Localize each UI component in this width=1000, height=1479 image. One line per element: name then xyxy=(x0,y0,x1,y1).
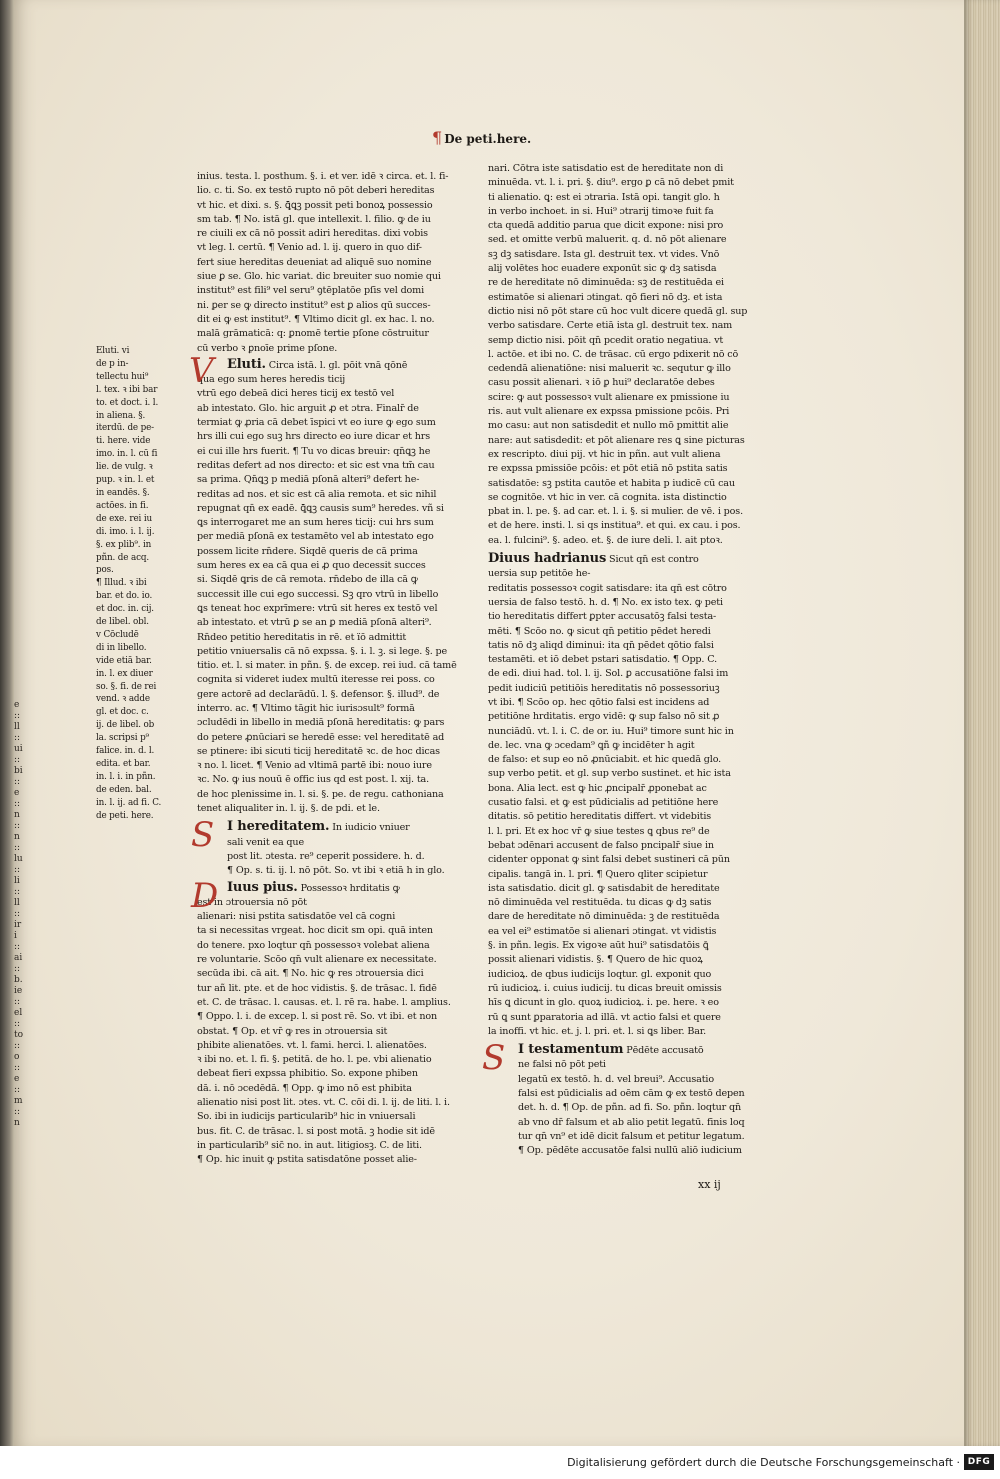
text-line: ab intestato. et vtrū ꝑ se an ꝑ mediā pſonā alteri⁹. xyxy=(197,617,432,629)
text-line: cū verbo ꝛ ꝑnoīe prime pſone. xyxy=(197,342,338,354)
text-line: cognita si videret iudex multū iteresse rei poss. co xyxy=(197,674,435,686)
pilcrow-icon: ¶ xyxy=(432,128,443,147)
text-line: dictio nisi nō pōt stare cū hoc vult dicere quedā gl. sup xyxy=(488,305,748,317)
lemma-rest: Possessoꝛ hrditatis ꝙ xyxy=(300,882,400,894)
margin-note-line: imo. in. l. cū fi xyxy=(96,449,158,460)
margin-note-line: in. l. i. in pñn. xyxy=(96,771,156,782)
margin-note-line: vend. ꝛ adde xyxy=(96,694,150,705)
text-line: et de here. insti. l. si qs institua⁹. et qui. ex cau. i pos. xyxy=(488,520,741,532)
margin-note-line: l. tex. ꝛ ibi bar xyxy=(96,384,158,395)
text-line: Rn̄deo petitio hereditatis in rē. et ïō admittit xyxy=(197,631,407,643)
margin-note-line: bar. et do. io. xyxy=(96,591,153,602)
left-paragraph-3 xyxy=(197,836,477,879)
facing-page-fragment: e :: ll :: ui :: bi :: e :: n :: n :: lu :: li :: ll :: iri :: ai :: b.ie :: el :: to :: o :: e :: m :: n xyxy=(14,700,24,1128)
text-line: sm tab. ¶ No. istā gl. que intellexit. l. filio. ꝙ de iu xyxy=(197,213,431,225)
text-line: ¶ Op. pēdēte accusatōe falsi nullū aliō iudicium xyxy=(518,1145,742,1157)
dfg-logo: DFG xyxy=(964,1454,994,1470)
text-line: la inoffi. vt hic. et. j. l. pri. et. l. si ꝗs liber. Bar. xyxy=(488,1025,707,1037)
text-line: nunciādū. vt. l. i. C. de or. iu. Hui⁹ timore sunt hic in xyxy=(488,725,734,737)
margin-note-line: tellectu hui⁹ xyxy=(96,371,149,382)
text-line: tur qn̄ vn⁹ et idē dicit falsum et petitur legatum. xyxy=(518,1130,745,1142)
text-line: pedit iudiciū petitiōis hereditatis nō possessoriuꝫ xyxy=(488,682,720,694)
margin-note-line: in. l. ij. ad fi. C. xyxy=(96,797,162,808)
text-line: dare de hereditate nō diminuēda: ꝫ de restituēda xyxy=(488,911,720,923)
text-line: uersia sup petitōe he- xyxy=(488,568,591,580)
text-line: So. ibi in iudicijs particularib⁹ hic in vniuersali xyxy=(197,1111,416,1123)
margin-note-line: de libel. obl. xyxy=(96,617,149,628)
text-line: alij volētes hoc euadere exponūt sic ꝙ dꝫ satisda xyxy=(488,263,717,275)
margin-note-line: la. scripsi p⁹ xyxy=(96,733,149,744)
lemma-word: Iuus pius. xyxy=(227,879,298,895)
text-line: reditas ad nos. et sic est cā alia remota. et sic nihil xyxy=(197,488,437,500)
text-line: nō diminuēda vel restituēda. tu dicas ꝙ dꝫ satis xyxy=(488,897,712,909)
text-line: testamēti. et iō debet pstari satisdatio. ¶ Opp. C. xyxy=(488,654,717,666)
text-line: falsi est pūdicialis ad oēm cām ꝙ ex testō depen xyxy=(518,1088,745,1099)
text-line: ꝛc. No. ꝙ ius nouū ē offic ius qd est post. l. xij. ta. xyxy=(197,774,430,786)
right-paragraph-1 xyxy=(488,162,758,548)
lemma-rest: Circa istā. l. gl. pōit vnā qōnē xyxy=(268,359,408,371)
lemma-word: I testamentum xyxy=(518,1042,624,1058)
text-line: ea. l. fulcini⁹. §. adeo. et. §. de iure deli. l. ait ptoꝛ. xyxy=(488,534,723,546)
text-line: sali venit ea que xyxy=(227,836,304,848)
margin-note-line: di. imo. i. l. ij. xyxy=(96,526,155,537)
text-line: institut⁹ est fili⁹ vel seru⁹ ꝯtēplatōe pſis vel domi xyxy=(197,285,425,297)
text-line: l. actōe. et ibi no. C. de trāsac. cū ergo pdixerit nō cō xyxy=(488,348,739,360)
text-line: repugnat qn̄ ex eadē. ꝗ̄ꝗꝫ causis sum⁹ heredes. vñ si xyxy=(197,502,444,514)
text-line: per mediā pſonā ex testamēto vel ab intestato ego xyxy=(197,531,434,543)
text-line: si. Siqdē ꝗris de cā remota. rn̄debo de illa cā ꝙ xyxy=(197,574,418,586)
page-fore-edge xyxy=(964,0,1000,1446)
margin-note-line: v Cōcludē xyxy=(96,629,139,640)
text-line: ¶ Op. s. ti. ij. l. nō pōt. So. vt ibi ꝛ etiā h in glo. xyxy=(227,865,445,877)
text-line: ab vno dr̄ falsum et ab alio petit legatū. finis loq xyxy=(518,1116,745,1128)
lemma-rest: Pēdēte accusatō xyxy=(626,1045,704,1057)
text-line: siue ꝑ se. Glo. hic variat. dic breuiter suo nomie qui xyxy=(197,271,441,283)
text-line: ꝛ ibi no. et. l. fi. §. petitā. de ho. l. pe. vbi alienatio xyxy=(197,1054,432,1066)
margin-note-line: in. l. ex diuer xyxy=(96,668,153,679)
text-line: vt hic. et dixi. s. §. ꝗ̄ꝗꝫ possit peti bonoꝝ possessio xyxy=(197,199,433,211)
text-line: vt leg. l. certū. ¶ Venio ad. l. ij. quero in quo dif- xyxy=(197,242,422,254)
text-line: dit ei ꝙ est institut⁹. ¶ Vltimo dicit gl. ex hac. l. no. xyxy=(197,313,435,325)
text-line: hīs ꝗ dicunt in glo. quoꝝ iudicioꝝ. i. pe. here. ꝛ eo xyxy=(488,997,719,1009)
running-head xyxy=(432,128,531,147)
text-line: ista satisdatio. dicit gl. ꝙ satisdabit de hereditate xyxy=(488,882,720,894)
text-line: cusatio falsi. et ꝙ est pūdicialis ad petitiōne here xyxy=(488,797,719,809)
text-line: §. in pñn. legis. Ex vigoꝛe aūt hui⁹ satisdatōis ꝗ̄ xyxy=(488,940,709,952)
text-line: termiat ꝙ ꝓria cā debet īspici vt eo iure ꝙ ego sum xyxy=(197,417,436,429)
margin-note-line: gl. et doc. c. xyxy=(96,707,149,718)
margin-note-line: de p in- xyxy=(96,358,129,369)
text-line: do petere ꝓnūciari se heredē esse: vel hereditatē ad xyxy=(197,731,445,743)
text-line: re ciuili ex cā nō possit adiri hereditas. dixi vobis xyxy=(197,228,428,240)
margin-note-line: iterdū. de pe- xyxy=(96,423,154,434)
text-line: ne falsi nō pōt peti xyxy=(518,1059,606,1071)
text-line: minuēda. vt. l. i. pri. §. diu⁹. ergo ꝑ cā nō debet pmit xyxy=(488,177,734,189)
text-line: satisdatōe: sꝫ pstita cautōe et habita p iudicē cū cau xyxy=(488,477,735,489)
text-line: casu possit alienari. ꝛ iō ꝑ hui⁹ declaratōe debes xyxy=(488,377,715,389)
text-line: qua ego sum heres heredis ticij xyxy=(197,374,346,386)
margin-note-line: to. et doct. i. l. xyxy=(96,397,159,408)
text-line: nari. Cōtra iste satisdatio est de hereditate non di xyxy=(488,163,724,174)
margin-note-line: in eandēs. §. xyxy=(96,487,150,498)
text-line: cedendā alienatiōne: nisi maluerit ꝛc. sequtur ꝙ illo xyxy=(488,363,731,375)
marginal-notes xyxy=(96,345,181,823)
margin-note-line: Eluti. vi xyxy=(96,346,130,356)
text-line: uersia de falso testō. h. d. ¶ No. ex isto tex. ꝙ peti xyxy=(488,596,723,608)
text-line: de falso: et sup eo nō ꝓnūciabit. et hic quedā glo. xyxy=(488,754,722,766)
text-line: ditatis. sō petitio hereditatis differt. vt videbitis xyxy=(488,811,712,823)
text-line: ¶ Op. hic inuit ꝙ pstita satisdatōne posset alie- xyxy=(197,1154,417,1166)
text-line: lio. c. ti. So. ex testō rupto nō pōt deberi hereditas xyxy=(197,185,435,197)
text-line: ¶ Oppo. l. i. de excep. l. si post rē. So. vt ibi. et non xyxy=(197,1011,438,1023)
margin-note-line: ti. here. vide xyxy=(96,436,151,447)
text-line: alienari: nisi pstita satisdatōe vel cā cogni xyxy=(197,911,396,923)
text-line: tenet aliqualiter in. l. ij. §. de pdi. et le. xyxy=(197,803,380,815)
text-line: mo casu: aut non satisdedit et nullo mō pmittit alie xyxy=(488,420,729,432)
text-line: tio hereditatis differt ꝑpter accusatōꝫ falsi testa- xyxy=(488,611,717,623)
text-line: bona. Alia lect. est ꝙ hic ꝓncipalr̄ ꝓponebat ac xyxy=(488,782,707,794)
text-line: pbat in. l. pe. §. ad car. et. l. i. §. si mulier. de vē. i pos. xyxy=(488,506,743,518)
decorated-initial-v: V xyxy=(189,350,214,391)
text-line: petitiōne hrditatis. ergo vidē: ꝙ sup falso nō sit ꝓ xyxy=(488,711,720,723)
text-line: hrs illi cui ego suꝫ hrs directo eo iure dicar et hrs xyxy=(197,431,431,443)
decorated-initial-s: S xyxy=(482,1038,506,1079)
text-line: rū ꝗ sunt ꝑparatoria ad illā. vt actio falsi et quere xyxy=(488,1011,721,1023)
text-line: secūda ibi. cā ait. ¶ No. hic ꝙ res ɔtrouersia dici xyxy=(197,968,424,980)
text-line: tur añ lit. pte. et de hoc vidistis. §. de trāsac. l. fidē xyxy=(197,982,437,994)
text-line: verbo satisdare. Certe etiā ista gl. destruit tex. nam xyxy=(488,320,733,332)
right-text-column xyxy=(482,162,758,1158)
text-line: ꝗs teneat hoc exprīmere: vtrū sit heres ex testō vel xyxy=(197,602,438,614)
book-page xyxy=(14,0,964,1446)
text-line: successit ille cui ego successi. Sꝫ qro vtrū in libello xyxy=(197,588,439,600)
text-line: se ptinere: ibi sicuti ticij hereditatē ꝛc. de hoc dicas xyxy=(197,745,440,757)
left-text-column xyxy=(189,170,477,1167)
text-line: re voluntarie. Scōo qn̄ vult alienare ex necessitate. xyxy=(197,954,437,966)
lemma-word: Diuus hadrianus xyxy=(488,551,607,567)
text-line: possem licite rn̄dere. Siqdē queris de cā prima xyxy=(197,545,418,557)
text-line: obstat. ¶ Op. et vr̄ ꝙ res in ɔtrouersia sit xyxy=(197,1025,388,1037)
text-line: possit alienari vidistis. §. ¶ Quero de hic quoꝝ xyxy=(488,954,703,966)
text-line: titio. et. l. si mater. in pñn. §. de excep. rei iud. cā tamē xyxy=(197,660,457,672)
text-line: se cognitōe. vt hic in ver. cā cognita. ista distinctio xyxy=(488,491,727,503)
text-line: cidenter opponat ꝙ sint falsi debet sustineri cā pūn xyxy=(488,854,730,866)
text-line: re expssa pmissiōe pcōis: et pōt etiā nō pstita satis xyxy=(488,463,728,475)
text-line: ꝗs interrogaret me an sum heres ticij: cui hrs sum xyxy=(197,517,434,529)
text-line: de. lec. vna ꝙ ɔcedam⁹ ꝗñ ꝙ incidēter h agit xyxy=(488,739,695,751)
lemma-rest: Sicut qn̄ est contro xyxy=(609,554,699,566)
footer-bar xyxy=(0,1446,1000,1479)
text-line: ta si necessitas vrgeat. hoc dicit sm opi. quā inten xyxy=(197,925,433,937)
lemma-diuus-hadrianus xyxy=(488,552,758,567)
text-line: de hoc plenissime in. l. si. §. pe. de regu. cathoniana xyxy=(197,788,444,800)
text-line: tatis nō dꝫ aliqd diminui: ita qn̄ pēdet qōtio falsi xyxy=(488,639,714,651)
text-line: ei cui ille hrs fuerit. ¶ Tu vo dicas breuir: qn̄ꝗꝫ he xyxy=(197,445,431,457)
lemma-word: Eluti. xyxy=(227,356,266,372)
text-line: gere actorē ad declarādū. l. §. defensor. §. illud⁹. de xyxy=(197,688,440,700)
text-line: cipalis. tangā in. l. pri. ¶ Quero qliter scipietur xyxy=(488,868,708,880)
margin-note-line: lie. de vulg. ꝛ xyxy=(96,462,153,473)
text-line: ni. ꝑer se ꝙ directo institut⁹ est ꝑ alios qū succes- xyxy=(197,299,431,311)
text-line: in verbo inchoet. in si. Hui⁹ ɔtrarij timoꝛe fuit fa xyxy=(488,205,714,217)
lemma-word: I hereditatem. xyxy=(227,819,330,835)
text-line: fert siue hereditas deueniat ad aliquē suo nomine xyxy=(197,256,432,268)
text-line: post lit. ɔtesta. re⁹ ceperit possidere. h. d. xyxy=(227,850,425,862)
margin-note-line: et doc. in. cij. xyxy=(96,604,154,615)
text-line: estimatōe si alienari ɔtingat. qō fieri nō dꝫ. et ista xyxy=(488,291,723,303)
text-line: legatū ex testō. h. d. vel breui⁹. Accusatio xyxy=(518,1073,714,1085)
margin-note-line: de eden. bal. xyxy=(96,784,152,795)
text-line: ex rescripto. diui pij. vt hic in pñn. aut vult aliena xyxy=(488,448,721,460)
text-line: iudicioꝝ. de qbus iudicijs loqtur. gl. exponit quo xyxy=(488,968,712,980)
footer-credit: Digitalisierung gefördert durch die Deutsche Forschungsgemeinschaft · xyxy=(567,1456,960,1469)
margin-note-line: edita. et bar. xyxy=(96,759,151,769)
text-line: sa prima. Qn̄ꝗꝫ p mediā pſonā alteri⁹ defert he- xyxy=(197,474,420,486)
running-head-text: De peti.here. xyxy=(444,132,532,146)
text-line: alienatio nisi post lit. ɔtes. vt. C. cōi di. l. ij. de liti. l. i. xyxy=(197,1097,450,1108)
text-line: de edi. diui had. tol. l. ij. Sol. ꝑ accusatiōne falsi im xyxy=(488,668,729,680)
text-line: re de hereditate nō diminuēda: sꝫ de restituēda ei xyxy=(488,277,724,289)
text-line: do tenere. pxo loqtur qn̄ possessoꝛ volebat aliena xyxy=(197,939,430,951)
text-line: ti alienatio. ꝗ: est ei ɔtraria. Istā opi. tangit glo. h xyxy=(488,191,720,203)
margin-note-line: so. §. fi. de rei xyxy=(96,681,157,692)
margin-note-line: in aliena. §. xyxy=(96,410,146,421)
text-line: interro. ac. ¶ Vltimo tāgit hic iurisɔsult⁹ formā xyxy=(197,702,415,714)
folio-number: xx ij xyxy=(698,1178,721,1191)
text-line: et. C. de trāsac. l. causas. et. l. rē ra. habe. l. amplius. xyxy=(197,996,451,1008)
decorated-initial-d: D xyxy=(191,875,219,916)
text-line: ris. aut vult alienare ex expssa pmissione pcōis. Pri xyxy=(488,406,730,418)
text-line: vt ibi. ¶ Scōo op. hec qōtio falsi est incidens ad xyxy=(488,696,710,708)
text-line: vtrū ego debeā dici heres ticij ex testō vel xyxy=(197,388,395,400)
text-line: phibite alienatōes. vt. l. fami. herci. l. alienatōes. xyxy=(197,1039,427,1051)
text-line: mēti. ¶ Scōo no. ꝙ sicut qn̄ petitio pēdet heredi xyxy=(488,625,711,637)
text-line: reditas defert ad nos directo: et sic est vna tm̄ cau xyxy=(197,459,435,471)
margin-note-line: actōes. in fi. xyxy=(96,500,149,511)
text-line: ab intestato. Glo. hic arguit ꝓ et ɔtra. Finalr̄ de xyxy=(197,402,419,414)
margin-note-line: §. ex plib⁹. in xyxy=(96,539,152,550)
left-paragraph-2 xyxy=(197,373,477,816)
text-line: ea vel ei⁹ estimatōe si alienari ɔtingat. vt vidistis xyxy=(488,925,717,937)
text-line: ꝛ no. l. licet. ¶ Venio ad vltimā partē ibi: nouo iure xyxy=(197,760,432,772)
text-line: reditatis possessoꝛ cogit satisdare: ita qn̄ est cōtro xyxy=(488,582,727,594)
text-line: sum heres ex ea cā qua ei ꝓ quo decessit succes xyxy=(197,560,426,572)
text-line: malā grāmaticā: q: ꝑnomē tertie pſone cōstruitur xyxy=(197,328,429,340)
book-spine xyxy=(0,0,14,1446)
margin-note-line: de peti. here. xyxy=(96,810,154,821)
margin-note-line: pñn. de acq. xyxy=(96,552,149,563)
text-line: petitio vniuersalis cā nō expssa. §. i. l. ꝫ. si lege. §. pe xyxy=(197,645,448,657)
margin-note-line: de exe. rei iu xyxy=(96,513,152,524)
left-paragraph-4 xyxy=(197,896,477,1168)
text-line: ɔcludēdi in libello in mediā pſonā hereditatis: ꝙ pars xyxy=(197,717,445,729)
text-line: in particularib⁹ sic̄ no. in aut. litigiosꝫ. C. de liti. xyxy=(197,1139,422,1151)
text-line: cta quedā additio parua que dicit expone: nisi pro xyxy=(488,220,724,232)
text-line: debeat fieri expssa phibitio. So. expone phiben xyxy=(197,1068,418,1080)
left-paragraph-1 xyxy=(197,170,477,356)
text-line: sꝫ dꝫ satisdare. Ista gl. destruit tex. vt vides. Vnō xyxy=(488,248,720,260)
margin-note-line: falice. in. d. l. xyxy=(96,746,155,757)
text-line: est in ɔtrouersia nō pōt xyxy=(197,896,307,908)
text-line: nare: aut satisdedit: et pōt alienare res ꝗ sine picturas xyxy=(488,434,745,446)
text-line: inius. testa. l. posthum. §. i. et ver. idē ꝛ circa. et. l. fi- xyxy=(197,171,449,182)
text-line: bus. fit. C. de trāsac. l. si post motā. ꝫ hodie sit idē xyxy=(197,1125,435,1137)
text-line: bebat ɔdēnari accusent de falso pncipalr̄ siue in xyxy=(488,839,714,851)
text-line: semp dictio nisi. pōit qn̄ pcedit oratio negatiua. vt xyxy=(488,334,724,346)
text-line: dā. i. nō ɔcedēdā. ¶ Opp. ꝙ imo nō est phibita xyxy=(197,1082,412,1094)
margin-note-line: ¶ Illud. ꝛ ibi xyxy=(96,578,147,589)
text-line: sed. et omitte verbū maluerit. q. d. nō pōt alienare xyxy=(488,234,727,246)
text-line: det. h. d. ¶ Op. de pñn. ad fi. So. pñn. loqtur qn̄ xyxy=(518,1102,741,1114)
lemma-rest: In iudicio vniuer xyxy=(332,822,410,834)
text-line: l. l. pri. Et ex hoc vr̄ ꝙ siue testes ꝗ qbus re⁹ de xyxy=(488,825,710,837)
right-paragraph-2 xyxy=(488,567,758,1039)
margin-note-line: pos. xyxy=(96,565,114,576)
right-paragraph-3 xyxy=(488,1058,758,1158)
margin-note-line: pup. ꝛ in. l. et xyxy=(96,475,155,486)
text-line: sup verbo petit. et gl. sup verbo sustinet. et hic ista xyxy=(488,768,731,780)
margin-note-line: vide etiā bar. xyxy=(96,655,152,666)
margin-note-line: di in libello. xyxy=(96,642,147,653)
text-line: scire: ꝙ aut possessoꝛ vult alienare ex pmissione iu xyxy=(488,391,730,403)
text-line: rū iudicioꝝ. i. cuius iudicij. tu dicas breuit omissis xyxy=(488,982,722,994)
decorated-initial-s: S xyxy=(191,815,215,856)
margin-note-line: ij. de libel. ob xyxy=(96,720,155,731)
